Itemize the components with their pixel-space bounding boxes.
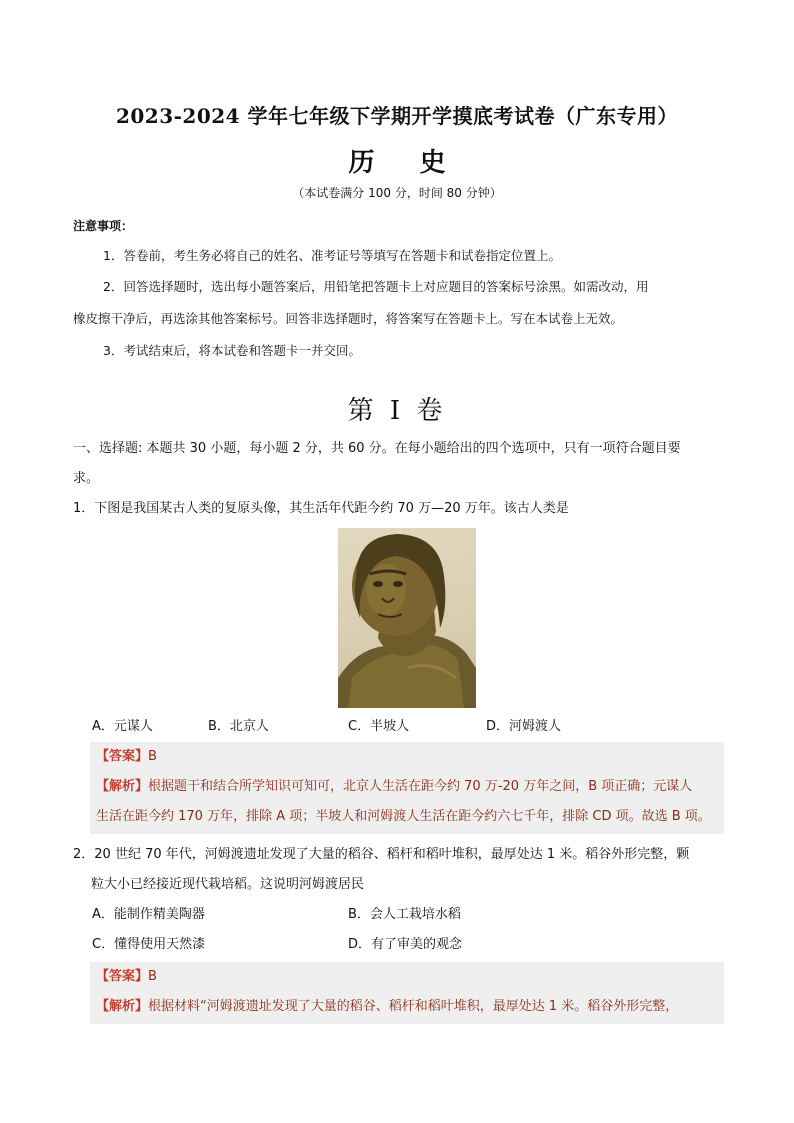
notice-heading: 注意事项： xyxy=(73,219,134,233)
notice-line: 3．考试结束后，将本试卷和答题卡一并交回。 xyxy=(103,343,361,358)
question-1-stem: 1．下图是我国某古人类的复原头像，其生活年代距今约 70 万—20 万年。该古人类是 xyxy=(73,501,569,516)
exam-title: 2023-2024 学年七年级下学期开学摸底考试卷（广东专用） xyxy=(115,104,679,128)
subject-title: 历 史 xyxy=(348,148,464,178)
question-2-answer-box xyxy=(90,962,724,1024)
analysis-text: 根据题干和结合所学知识可知可，北京人生活在距今约 70 万-20 万年之间，B 项正确；元谋人 xyxy=(148,779,693,794)
question-2-stem-line: 粒大小已经接近现代栽培稻。这说明河姆渡居民 xyxy=(91,877,365,892)
analysis-line: 生活在距今约 170 万年，排除 A 项；半坡人和河姆渡人生活在距今约六七千年，排除 CD 项。故选 B 项。 xyxy=(96,809,711,824)
option-b[interactable]: B．北京人 xyxy=(208,719,269,734)
notice-line: 2．回答选择题时，选出每小题答案后，用铅笔把答题卡上对应题目的答案标号涂黑。如需改动，用 xyxy=(103,279,649,294)
option-a[interactable]: A．元谋人 xyxy=(92,719,153,734)
option-c[interactable]: C．半坡人 xyxy=(348,719,410,734)
notice-line: 1．答卷前，考生务必将自己的姓名、准考证号等填写在答题卡和试卷指定位置上。 xyxy=(103,248,561,263)
answer-value: B xyxy=(148,969,157,984)
analysis-line xyxy=(90,992,724,1022)
option-b[interactable]: B．会人工栽培水稻 xyxy=(348,907,461,922)
option-d[interactable]: D．有了审美的观念 xyxy=(348,937,463,952)
choice-intro-line: 求。 xyxy=(73,471,100,486)
notice-item-3 xyxy=(73,335,723,367)
notice-item-1 xyxy=(73,240,723,272)
analysis-line xyxy=(90,772,724,802)
choice-intro xyxy=(73,434,723,494)
answer-line xyxy=(90,962,724,992)
choice-intro-line: 一、选择题: 本题共 30 小题，每小题 2 分，共 60 分。在每小题给出的四个选项中，只有一项符合题目要 xyxy=(73,441,681,456)
analysis-label: 【解析】 xyxy=(96,999,149,1014)
answer-value: B xyxy=(148,749,157,764)
analysis-label: 【解析】 xyxy=(96,779,149,794)
bust-illustration xyxy=(338,528,476,708)
answer-line xyxy=(90,742,724,772)
notice-item-2 xyxy=(73,271,723,335)
option-c[interactable]: C．懂得使用天然漆 xyxy=(92,937,206,952)
analysis-text: 根据材料“河姆渡遗址发现了大量的稻谷、稻杆和稻叶堆积，最厚处达 1 米。稻谷外形完整， xyxy=(148,999,679,1014)
question-2-stem-line: 2．20 世纪 70 年代，河姆渡遗址发现了大量的稻谷、稻杆和稻叶堆积，最厚处达 1 米。稻谷外形完整，颗 xyxy=(73,847,690,862)
answer-label: 【答案】 xyxy=(96,749,149,764)
exam-note: （本试卷满分 100 分，时间 80 分钟） xyxy=(292,186,502,200)
section-title: 第 I 卷 xyxy=(347,396,447,426)
ancient-human-bust-image xyxy=(338,528,476,708)
option-a[interactable]: A．能制作精美陶器 xyxy=(92,907,205,922)
answer-label: 【答案】 xyxy=(96,969,149,984)
question-1-answer-box xyxy=(90,742,724,834)
option-d[interactable]: D．河姆渡人 xyxy=(486,719,562,734)
notice-line: 橡皮擦干净后，再选涂其他答案标号。回答非选择题时，将答案写在答题卡上。写在本试卷上无效。 xyxy=(73,311,624,326)
question-2-stem xyxy=(73,840,723,900)
